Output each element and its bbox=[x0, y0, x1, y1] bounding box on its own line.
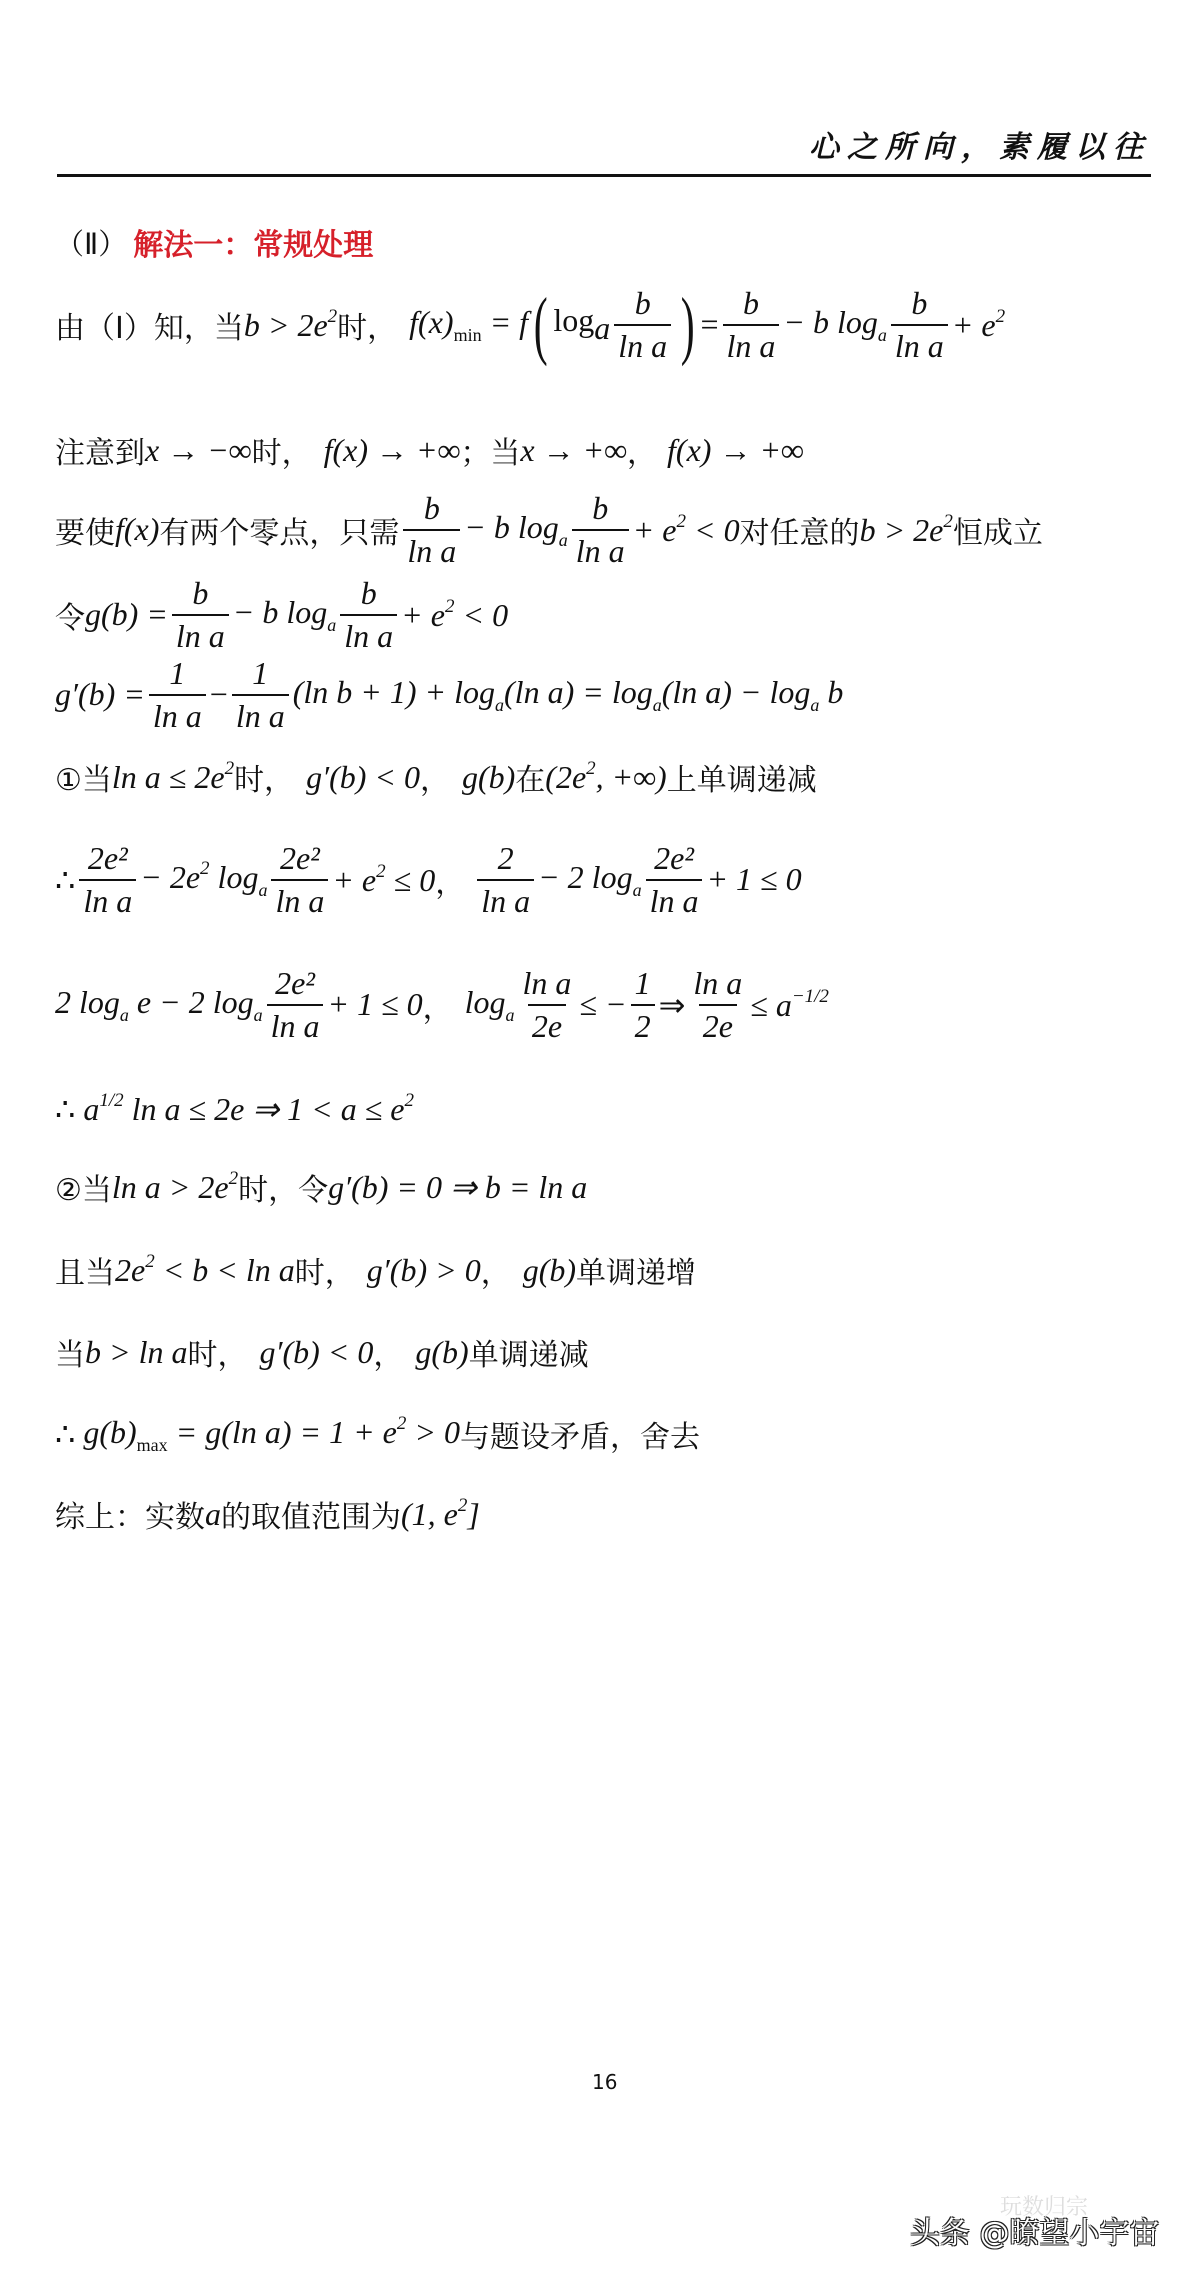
watermark-faint: 玩数归宗 bbox=[1000, 2195, 1089, 2220]
fraction: $\frac{b}{\text{ln a}}$ bbox=[172, 575, 229, 655]
text: 要使 bbox=[55, 515, 115, 551]
math: $\log_a$ bbox=[553, 302, 611, 347]
text: 由（Ⅰ）知，当 bbox=[55, 310, 244, 346]
fraction: $\frac{1}{2}$ bbox=[631, 965, 655, 1045]
fraction: $\frac{\text{2e²}}{\text{ln a}}$ bbox=[79, 840, 136, 920]
section-title bbox=[55, 220, 373, 264]
fraction: $\frac{1}{\text{ln a}}$ bbox=[232, 655, 289, 735]
math: g(b) bbox=[522, 1251, 576, 1288]
line-conclusion bbox=[55, 1492, 480, 1536]
math: x → +∞ bbox=[520, 431, 628, 468]
answer-interval: (1, $e^2$] bbox=[401, 1495, 480, 1532]
math: $2e^2 < b < \ln a$ bbox=[115, 1251, 295, 1288]
math: (ln $b + 1) + \log_a(\ln$ $a) = \log_a(\ln$ $a) - \log_a b$ bbox=[292, 673, 844, 715]
math: $\ln a > 2e^2$ bbox=[111, 1168, 239, 1205]
fraction: $\frac{\text{ln a}}{2e}$ bbox=[522, 965, 572, 1044]
math: g′(b) < 0 bbox=[306, 758, 420, 795]
text: ， bbox=[435, 865, 466, 901]
fraction: $\frac{2}{\text{ln a}}$ bbox=[477, 840, 534, 920]
line-fmin bbox=[55, 282, 1006, 367]
line-limits bbox=[55, 428, 804, 472]
watermark: 头条 @瞭望小宇宙 bbox=[910, 2216, 1160, 2251]
math: $b > 2e^2$ bbox=[859, 510, 953, 548]
text: 时，令 bbox=[238, 1173, 329, 1208]
header-motto: 心之所向，素履以往 bbox=[809, 130, 1151, 165]
text: 在 bbox=[515, 763, 546, 798]
text: 上单调递减 bbox=[666, 763, 817, 798]
text: 有两个零点，只需 bbox=[159, 515, 400, 551]
line-case-1-result bbox=[55, 1090, 414, 1128]
math: g′(b) < 0 bbox=[259, 1333, 374, 1370]
text: 当 bbox=[55, 1338, 85, 1373]
math: $\ln a \le 2e^2$ bbox=[111, 758, 235, 795]
text: 恒成立 bbox=[952, 515, 1043, 551]
math: f(x) → +∞ bbox=[323, 431, 461, 468]
text: 与题设矛盾，舍去 bbox=[459, 1420, 700, 1455]
text: 单调递减 bbox=[468, 1338, 589, 1373]
math: − b $\log_a$ bbox=[232, 593, 337, 635]
math: + 1 ≤ 0 bbox=[327, 986, 423, 1023]
therefore-symbol: ∴ bbox=[55, 861, 76, 898]
fraction: $\frac{\text{2e²}}{\text{ln a}}$ bbox=[646, 840, 703, 920]
fraction: $\frac{b}{\text{ln a}}$ bbox=[614, 285, 671, 365]
text: 时， bbox=[234, 763, 295, 798]
math: + 1 ≤ 0 bbox=[706, 861, 802, 898]
text: 对任意的 bbox=[739, 515, 860, 551]
text: ， bbox=[373, 1338, 404, 1373]
text: 综上：实数 bbox=[55, 1500, 205, 1535]
text: 令 bbox=[55, 600, 85, 636]
header-divider bbox=[57, 174, 1151, 177]
left-paren: ( bbox=[533, 282, 548, 367]
fraction: $\frac{b}{\text{ln a}}$ bbox=[403, 490, 460, 570]
page-number: 16 bbox=[592, 2070, 618, 2094]
line-condition bbox=[55, 490, 1043, 570]
fraction: $\frac{1}{\text{ln a}}$ bbox=[149, 655, 206, 735]
text: ， bbox=[627, 436, 658, 471]
implies-symbol: ⇒ bbox=[658, 986, 686, 1023]
line-case-2-contradiction bbox=[55, 1412, 700, 1456]
text: 时， bbox=[187, 1338, 248, 1373]
math: + $e^2 \le 0$ bbox=[332, 860, 436, 898]
fraction: $\frac{b}{\text{ln a}}$ bbox=[572, 490, 629, 570]
math: g′(b) > 0 bbox=[366, 1251, 481, 1288]
math: − b $\log_a$ bbox=[783, 303, 887, 345]
math: ($2e^2$, +∞) bbox=[545, 758, 667, 795]
math: x → −∞ bbox=[145, 431, 252, 468]
fraction: $\frac{\text{2e²}}{\text{ln a}}$ bbox=[267, 965, 324, 1045]
text: ， bbox=[480, 1256, 511, 1291]
math: g′(b) = 0 ⇒ b = ln a bbox=[328, 1169, 588, 1205]
math: g(b) bbox=[461, 758, 516, 795]
line-case-1 bbox=[55, 755, 817, 799]
math: ≤ $a^{-1/2}$ bbox=[750, 985, 829, 1023]
text: ；当 bbox=[460, 436, 521, 471]
text: 时， bbox=[337, 310, 398, 346]
math: + $e^2 < 0$ bbox=[632, 510, 740, 548]
math: g(b) = bbox=[85, 596, 168, 633]
math: g(b) bbox=[415, 1333, 469, 1370]
text: 单调递增 bbox=[576, 1256, 696, 1291]
math: g′(b) = bbox=[55, 676, 145, 713]
math: $f(x)_{min} = f$ bbox=[409, 303, 529, 345]
math: + $e^2$ bbox=[951, 305, 1006, 343]
text: 时， bbox=[251, 436, 312, 471]
math: a bbox=[205, 1495, 221, 1532]
math: b > ln a bbox=[85, 1333, 188, 1370]
line-case-1-log bbox=[55, 965, 829, 1045]
line-case-2 bbox=[55, 1165, 587, 1209]
math: + $e^2 < 0$ bbox=[401, 595, 509, 633]
math: − b $\log_a$ bbox=[464, 508, 568, 550]
fraction: $\frac{b}{\text{ln a}}$ bbox=[891, 285, 948, 365]
math: − bbox=[209, 676, 228, 713]
line-case-1-derivation bbox=[55, 840, 802, 920]
math: f(x) → +∞ bbox=[667, 431, 804, 468]
text: 注意到 bbox=[55, 436, 145, 471]
math: f(x) bbox=[115, 511, 160, 548]
therefore-symbol: ∴ bbox=[55, 1416, 76, 1452]
math: − 2 $\log_a$ bbox=[538, 858, 642, 900]
fraction: $\frac{\text{2e²}}{\text{ln a}}$ bbox=[271, 840, 328, 920]
right-paren: ) bbox=[680, 282, 695, 367]
math: = bbox=[700, 306, 719, 343]
section-heading: 解法一：常规处理 bbox=[133, 228, 374, 263]
math: $a^{1/2}$ ln a ≤ 2e ⇒ $1 < a \le e^2$ bbox=[83, 1090, 414, 1127]
text: ， bbox=[422, 990, 453, 1026]
fraction: $\frac{b}{\text{ln a}}$ bbox=[723, 285, 780, 365]
text: ①当 bbox=[55, 763, 112, 798]
text: 时， bbox=[294, 1256, 355, 1291]
math: $b > 2e^2$ bbox=[243, 305, 338, 343]
text: 且当 bbox=[55, 1256, 115, 1291]
line-case-2-decreasing bbox=[55, 1330, 589, 1374]
text: ， bbox=[419, 763, 450, 798]
math: $\log_a$ bbox=[464, 983, 515, 1025]
therefore-symbol: ∴ bbox=[55, 1091, 76, 1127]
math: ≤ − bbox=[579, 986, 627, 1023]
line-g-derivative bbox=[55, 655, 843, 735]
math: − $2e^2$ $\log_a$ bbox=[140, 858, 268, 901]
section-number: （Ⅱ） bbox=[55, 226, 128, 261]
math: $g(b)_{max} = g(\ln$ $a) = 1 + e^2 > 0$ bbox=[83, 1412, 460, 1455]
fraction: $\frac{\text{ln a}}{2e}$ bbox=[693, 965, 743, 1044]
line-case-2-increasing bbox=[55, 1248, 696, 1292]
fraction: $\frac{b}{\text{ln a}}$ bbox=[340, 575, 397, 655]
math: 2 $\log_a e - 2$ $\log_a$ bbox=[55, 983, 263, 1025]
text: ②当 bbox=[55, 1173, 112, 1208]
line-define-g bbox=[55, 575, 508, 655]
text: 的取值范围为 bbox=[221, 1500, 401, 1535]
